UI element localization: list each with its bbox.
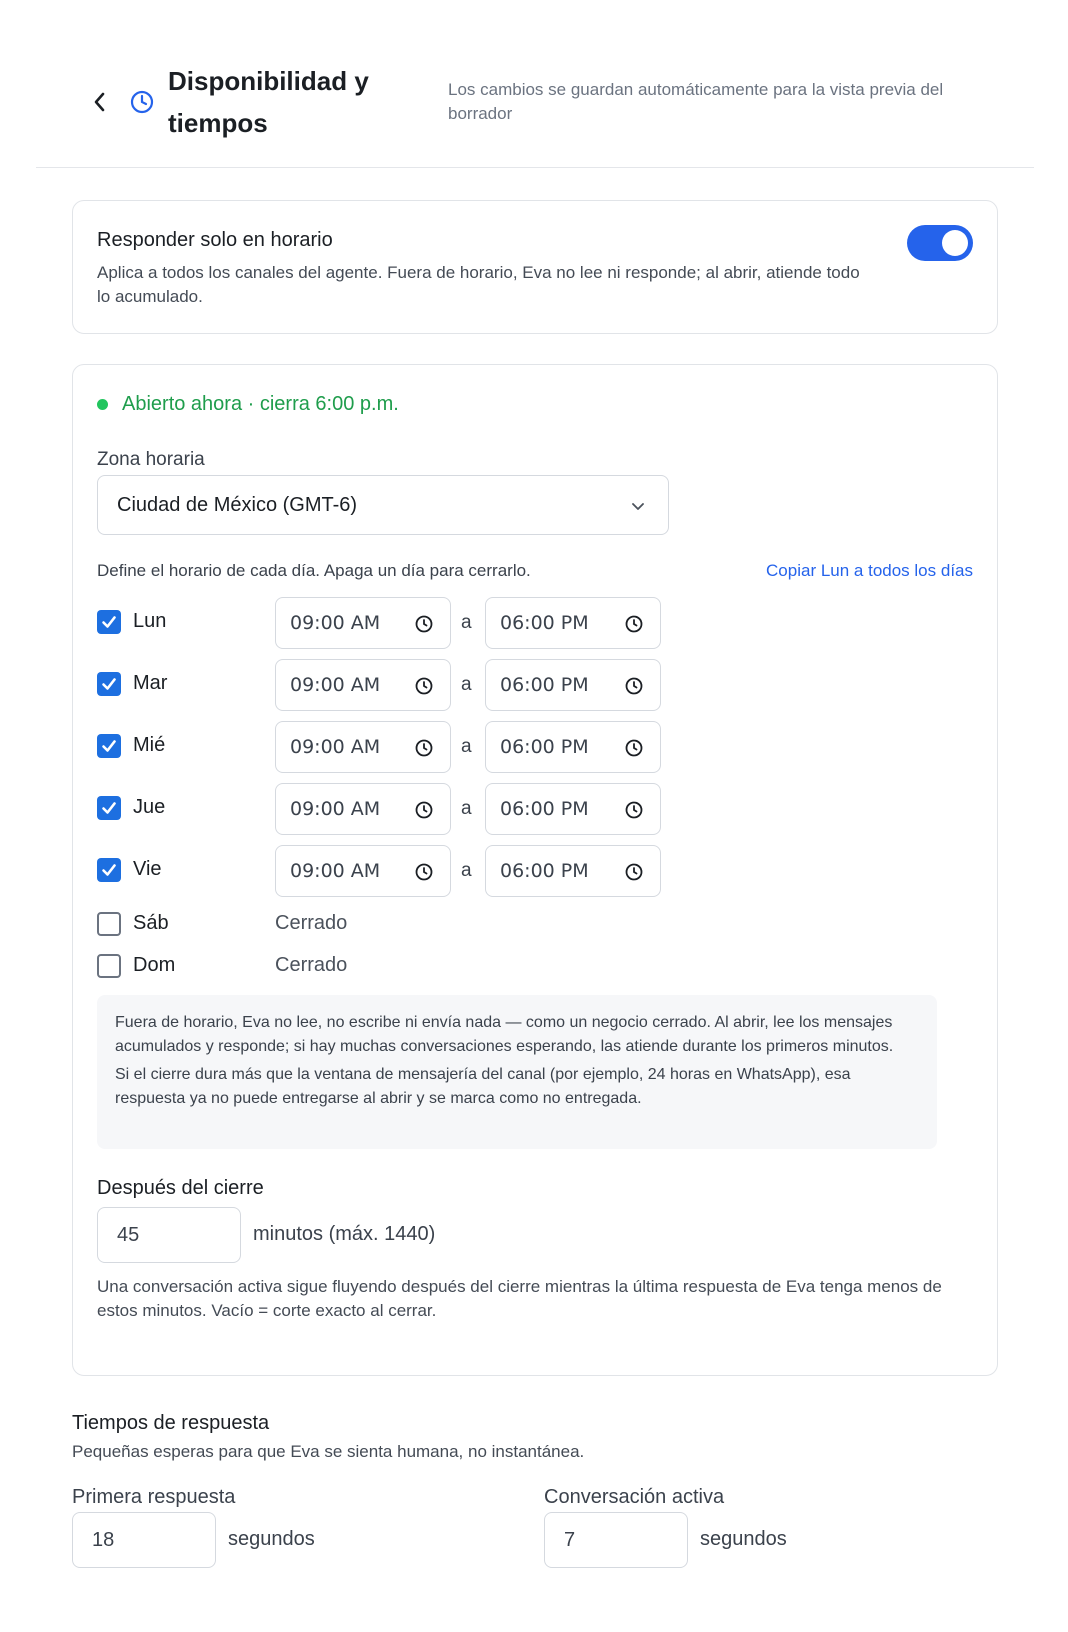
- status-text: Abierto ahora · cierra 6:00 p.m.: [122, 393, 399, 415]
- end-time-value: 06:00 PM: [500, 736, 589, 758]
- after-hours-info-box: [97, 995, 937, 1149]
- autosave-note: Los cambios se guardan automáticamente para la vista previa del borrador: [448, 80, 944, 123]
- day-row-mar: [97, 659, 977, 711]
- check-icon: [100, 861, 118, 879]
- page-title: [168, 60, 408, 144]
- day-row-vie: [97, 845, 977, 897]
- start-time-value: 09:00 AM: [290, 798, 381, 820]
- clock-icon: [414, 676, 434, 696]
- check-icon: [100, 799, 118, 817]
- end-time-input-jue[interactable]: [485, 783, 661, 835]
- clock-icon: [414, 800, 434, 820]
- toggle-description: Aplica a todos los canales del agente. Fuera de horario, Eva no lee ni responde; al abrir, atiende todo lo acumulado.: [97, 263, 860, 306]
- range-separator: a: [461, 736, 472, 757]
- active-conversation-unit: segundos: [700, 1528, 787, 1550]
- copy-monday-to-all-link[interactable]: Copiar Lun a todos los días: [766, 561, 973, 580]
- page-title-line-1: Disponibilidad y: [168, 66, 369, 96]
- range-separator: a: [461, 798, 472, 819]
- range-separator: a: [461, 612, 472, 633]
- switch-knob: [942, 230, 968, 256]
- open-status: [97, 393, 399, 416]
- start-time-value: 09:00 AM: [290, 612, 381, 634]
- end-time-input-mar[interactable]: [485, 659, 661, 711]
- end-time-input-vie[interactable]: [485, 845, 661, 897]
- info-paragraph-2: Si el cierre dura más que la ventana de mensajería del canal (por ejemplo, 24 horas en WhatsApp), esa respuesta ya no puede entregarse al abrir y se marca como no entregada.: [115, 1066, 851, 1107]
- end-time-value: 06:00 PM: [500, 674, 589, 696]
- schedule-card: [72, 364, 998, 1376]
- timezone-value: Ciudad de México (GMT-6): [117, 493, 358, 516]
- clock-icon: [414, 738, 434, 758]
- range-separator: a: [461, 674, 472, 695]
- after-close-help: Una conversación activa sigue fluyendo después del cierre mientras la última respuesta de Eva tenga menos de estos minutos. Vacío = corte exacto al cerrar.: [97, 1277, 942, 1320]
- clock-icon: [624, 738, 644, 758]
- clock-icon: [624, 862, 644, 882]
- day-checkbox-vie[interactable]: [97, 858, 121, 882]
- start-time-input-lun[interactable]: [275, 597, 451, 649]
- closed-label: Cerrado: [275, 954, 348, 976]
- hours-only-switch[interactable]: [907, 225, 973, 261]
- day-row-jue: [97, 783, 977, 835]
- check-icon: [100, 737, 118, 755]
- after-close-title: Después del cierre: [97, 1177, 264, 1199]
- day-label: Sáb: [133, 912, 169, 934]
- day-label: Mar: [133, 672, 168, 694]
- clock-icon: [624, 614, 644, 634]
- day-label: Lun: [133, 610, 167, 632]
- after-close-value: 45: [117, 1223, 140, 1246]
- check-icon: [100, 613, 118, 631]
- active-conversation-label: Conversación activa: [544, 1486, 725, 1508]
- active-conversation-input[interactable]: [544, 1512, 688, 1568]
- start-time-value: 09:00 AM: [290, 860, 381, 882]
- response-times-title: Tiempos de respuesta: [72, 1412, 270, 1434]
- after-close-minutes-input[interactable]: [97, 1207, 241, 1263]
- clock-icon: [624, 676, 644, 696]
- start-time-input-jue[interactable]: [275, 783, 451, 835]
- timezone-label: Zona horaria: [97, 449, 205, 470]
- end-time-value: 06:00 PM: [500, 860, 589, 882]
- chevron-left-icon: [92, 91, 108, 113]
- start-time-input-mar[interactable]: [275, 659, 451, 711]
- schedule-hint: Define el horario de cada día. Apaga un día para cerrarlo.: [97, 561, 531, 580]
- after-close-unit: minutos (máx. 1440): [253, 1223, 436, 1245]
- day-label: Jue: [133, 796, 166, 818]
- page-header: [36, 50, 1034, 168]
- clock-icon: [128, 88, 156, 116]
- toggle-title: Responder solo en horario: [97, 229, 333, 251]
- end-time-value: 06:00 PM: [500, 612, 589, 634]
- day-row-dom: [97, 941, 977, 993]
- day-checkbox-lun[interactable]: [97, 610, 121, 634]
- range-separator: a: [461, 860, 472, 881]
- page-title-line-2: tiempos: [168, 108, 268, 138]
- end-time-input-lun[interactable]: [485, 597, 661, 649]
- timezone-select[interactable]: [97, 475, 669, 535]
- day-checkbox-mie[interactable]: [97, 734, 121, 758]
- day-checkbox-mar[interactable]: [97, 672, 121, 696]
- clock-icon: [414, 614, 434, 634]
- business-hours-toggle-card: [72, 200, 998, 334]
- end-time-value: 06:00 PM: [500, 798, 589, 820]
- info-paragraph-1: Fuera de horario, Eva no lee, no escribe ni envía nada — como un negocio cerrado. Al abrir, lee los mensajes acumulados y responde; si hay muchas conversaciones esperando, las atiende durante los primeros minutos.: [115, 1014, 894, 1055]
- day-label: Dom: [133, 954, 176, 976]
- first-response-unit: segundos: [228, 1528, 315, 1550]
- chevron-down-icon: [628, 496, 648, 516]
- first-response-input[interactable]: [72, 1512, 216, 1568]
- clock-icon: [414, 862, 434, 882]
- day-row-lun: [97, 597, 977, 649]
- clock-icon: [624, 800, 644, 820]
- day-label: Mié: [133, 734, 166, 756]
- day-checkbox-jue[interactable]: [97, 796, 121, 820]
- closed-label: Cerrado: [275, 912, 348, 934]
- first-response-value: 18: [92, 1528, 115, 1551]
- day-row-mie: [97, 721, 977, 773]
- status-dot-icon: [97, 399, 108, 410]
- check-icon: [100, 675, 118, 693]
- start-time-input-vie[interactable]: [275, 845, 451, 897]
- start-time-value: 09:00 AM: [290, 736, 381, 758]
- day-checkbox-sab[interactable]: [97, 912, 121, 936]
- first-response-label: Primera respuesta: [72, 1486, 236, 1508]
- start-time-input-mie[interactable]: [275, 721, 451, 773]
- day-label: Vie: [133, 858, 162, 880]
- back-button[interactable]: [86, 88, 114, 116]
- day-checkbox-dom[interactable]: [97, 954, 121, 978]
- end-time-input-mie[interactable]: [485, 721, 661, 773]
- response-times-subtitle: Pequeñas esperas para que Eva se sienta humana, no instantánea.: [72, 1442, 585, 1461]
- active-conversation-value: 7: [564, 1528, 576, 1551]
- start-time-value: 09:00 AM: [290, 674, 381, 696]
